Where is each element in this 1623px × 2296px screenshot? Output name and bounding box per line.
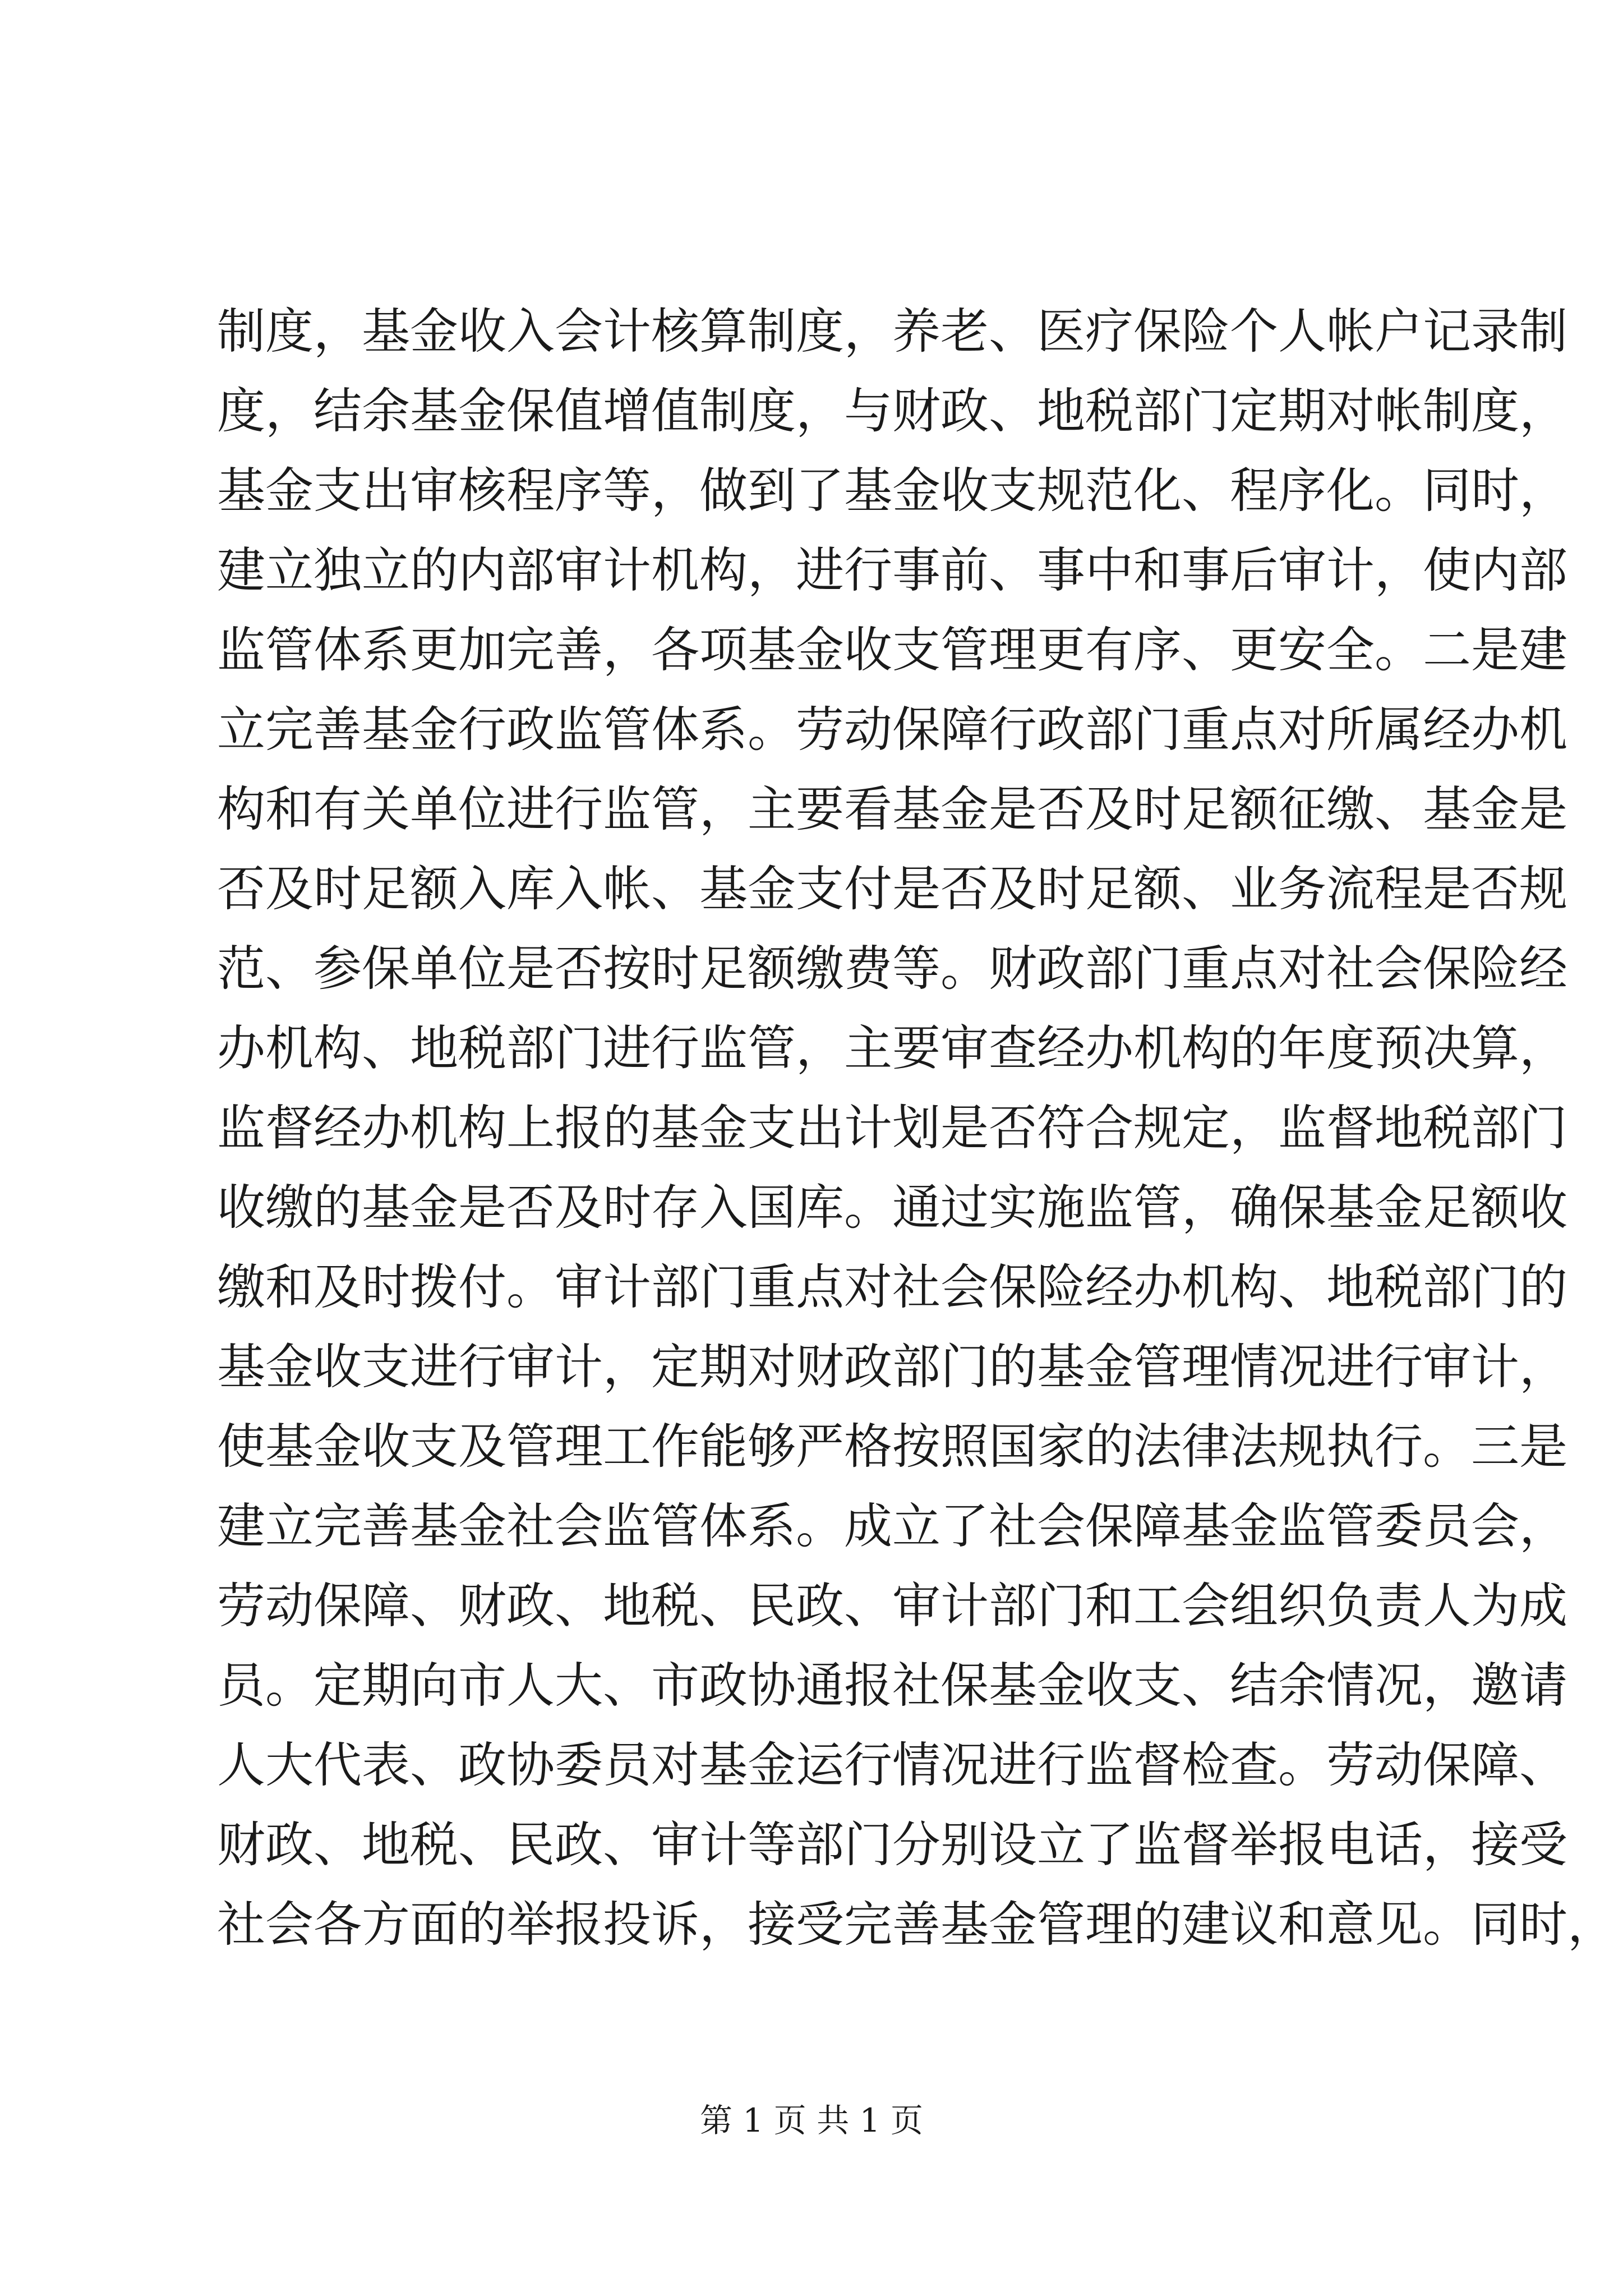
- text-line-13: 缴和及时拨付。审计部门重点对社会保险经办机构、地税部门的: [217, 1259, 1567, 1315]
- text-line-17: 劳动保障、财政、地税、民政、审计部门和工会组织负责人为成: [217, 1578, 1567, 1634]
- text-line-6: 立完善基金行政监管体系。劳动保障行政部门重点对所属经办机: [217, 702, 1567, 758]
- text-line-4: 建立独立的内部审计机构，进行事前、事中和事后审计，使内部: [217, 542, 1567, 599]
- text-line-12: 收缴的基金是否及时存入国库。通过实施监管，确保基金足额收: [217, 1180, 1567, 1236]
- text-line-18: 员。定期向市人大、市政协通报社保基金收支、结余情况，邀请: [217, 1658, 1567, 1714]
- text-line-5: 监管体系更加完善，各项基金收支管理更有序、更安全。二是建: [217, 622, 1567, 678]
- text-line-16: 建立完善基金社会监管体系。成立了社会保障基金监管委员会，: [217, 1498, 1567, 1554]
- page-footer: 第 1 页 共 1 页: [700, 2101, 923, 2139]
- text-line-8: 否及时足额入库入帐、基金支付是否及时足额、业务流程是否规: [217, 861, 1567, 917]
- text-line-19: 人大代表、政协委员对基金运行情况进行监督检查。劳动保障、: [217, 1737, 1567, 1793]
- text-line-20: 财政、地税、民政、审计等部门分别设立了监督举报电话，接受: [217, 1817, 1567, 1873]
- text-line-9: 范、参保单位是否按时足额缴费等。财政部门重点对社会保险经: [217, 941, 1567, 997]
- text-line-7: 构和有关单位进行监管，主要看基金是否及时足额征缴、基金是: [217, 781, 1567, 838]
- text-line-14: 基金收支进行审计，定期对财政部门的基金管理情况进行审计，: [217, 1339, 1567, 1395]
- text-line-10: 办机构、地税部门进行监管，主要审查经办机构的年度预决算，: [217, 1020, 1567, 1076]
- text-line-11: 监督经办机构上报的基金支出计划是否符合规定，监督地税部门: [217, 1100, 1567, 1156]
- text-line-15: 使基金收支及管理工作能够严格按照国家的法律法规执行。三是: [217, 1419, 1567, 1475]
- text-line-1: 制度，基金收入会计核算制度，养老、医疗保险个人帐户记录制: [217, 303, 1567, 360]
- text-line-3: 基金支出审核程序等，做到了基金收支规范化、程序化。同时，: [217, 463, 1567, 519]
- text-line-2: 度，结余基金保值增值制度，与财政、地税部门定期对帐制度，: [217, 383, 1567, 439]
- text-line-21: 社会各方面的举报投诉，接受完善基金管理的建议和意见。同时，: [217, 1897, 1616, 1953]
- body-paragraph: [217, 292, 1616, 1964]
